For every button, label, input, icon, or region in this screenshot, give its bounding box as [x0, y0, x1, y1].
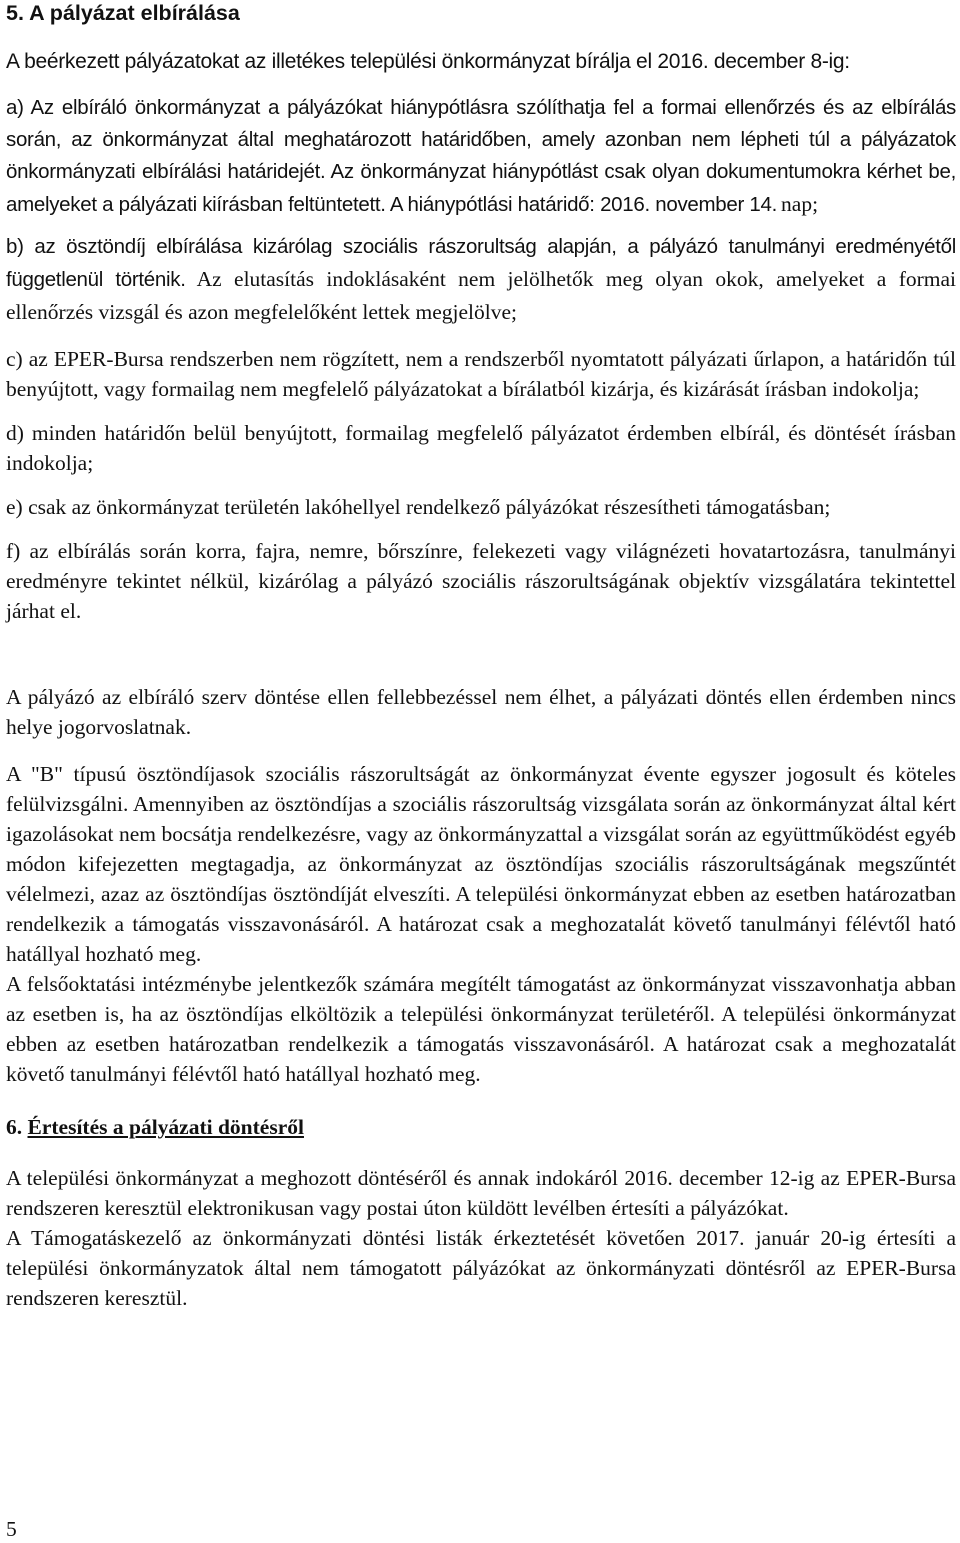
item-a-tail: nap;: [781, 192, 819, 216]
item-a-sans-text: a) Az elbíráló önkormányzat a pályázókat hiánypótlásra szólíthatja fel a formai ellenőrzés és az elbírálás során, az önkormányzat által meghatározott határidőben, amely azonban nem lépheti túl a pályázatok önkormányzati elbírálási határidejét.: [6, 96, 956, 183]
section-5-heading: 5. A pályázat elbírálása: [6, 1, 240, 25]
section-5-intro: A beérkezett pályázatokat az illetékes települési önkormányzat bírálja el 2016. december 8-ig:: [6, 50, 850, 73]
item-a: [6, 93, 956, 222]
item-e: e) csak az önkormányzat területén lakóhellyel rendelkező pályázókat részesítheti támogatásban;: [6, 495, 831, 519]
higher-education-paragraph: A felsőoktatási intézménybe jelentkezők számára megítélt támogatást az önkormányzat visszavonhatja abban az esetben is, ha az ösztöndíjas elköltözik a települési önkormányzat területéről. A települési önkormányzat ebben az esetben határozatban rendelkezik a támogatás visszavonásáról. A határozat csak a meghozatalát követő tanulmányi félévtől ható hatállyal hozható meg.: [6, 972, 956, 1086]
support-manager-paragraph: A Támogatáskezelő az önkormányzati döntési listák érkeztetését követően 2017. január 20-ig értesíti a települési önkormányzatok által nem támogatott pályázókat az önkormányzati döntésről az EPER-Bursa rendszeren keresztül.: [6, 1226, 956, 1310]
section-6-heading: [6, 1112, 956, 1142]
document-page: [6, 0, 956, 1313]
item-b-sans-text: b) az ösztöndíj elbírálása kizárólag szociális rászorultság alapján, a pályázó tanulmányi eredményétől függetlenül történik.: [6, 235, 956, 291]
page-number: 5: [6, 1517, 17, 1541]
item-b-serif-text: Az elutasítás indoklásaként nem jelölhetők meg olyan okok, amelyeket a formai ellenőrzés vizsgál és azon megfelelőként lettek megjelölve;: [6, 267, 956, 324]
section-6-number: 6.: [6, 1115, 23, 1139]
item-f: f) az elbírálás során korra, fajra, nemre, bőrszínre, felekezeti vagy világnézeti hovatartozásra, tanulmányi eredményre tekintet nélkül, kizárólag a pályázó szociális rászorultságának objektív vizsgálatára tekintettel járhat el.: [6, 539, 956, 623]
item-b: [6, 232, 956, 330]
item-a-serif-text: Az önkormányzat hiánypótlást csak olyan dokumentumokra kérhet be, amelyeket a pályázati kiírásban feltüntetett. A hiánypótlási határidő: 2016. november 14.: [6, 160, 956, 216]
section-6-title: Értesítés a pályázati döntésről: [27, 1115, 304, 1139]
appeal-paragraph: A pályázó az elbíráló szerv döntése ellen fellebbezéssel nem élhet, a pályázati döntés ellen érdemben nincs helye jogorvoslatnak.: [6, 685, 956, 739]
item-d: d) minden határidőn belül benyújtott, formailag megfelelő pályázatot érdemben elbírál, és döntését írásban indokolja;: [6, 421, 956, 475]
item-c: c) az EPER-Bursa rendszerben nem rögzített, nem a rendszerből nyomtatott pályázati űrlapon, a határidőn túl benyújtott, vagy formailag nem megfelelő pályázatokat a bírálatból kizárja, és kizárását írásban indokolja;: [6, 347, 956, 401]
review-paragraph: A "B" típusú ösztöndíjasok szociális rászorultságát az önkormányzat évente egyszer jogosult és köteles felülvizsgálni. Amennyiben az ösztöndíjas a szociális rászorultság vizsgálata során az önkormányzat által kért igazolásokat nem bocsátja rendelkezésre, vagy az önkormányzattal a vizsgálat során az együttműködést egyéb módon kifejezetten megtagadja, az önkormányzat az ösztöndíjas szociális rászorultságának megszűntét vélelmezi, azaz az ösztöndíjas ösztöndíját elveszíti. A települési önkormányzat ebben az esetben határozatban rendelkezik a támogatás visszavonásáról. A határozat csak a meghozatalát követő tanulmányi félévtől ható hatállyal hozható meg.: [6, 762, 956, 966]
notification-paragraph: A települési önkormányzat a meghozott döntéséről és annak indokáról 2016. december 12-ig az EPER-Bursa rendszeren keresztül elektronikusan vagy postai úton küldött levélben értesíti a pályázókat.: [6, 1166, 956, 1220]
